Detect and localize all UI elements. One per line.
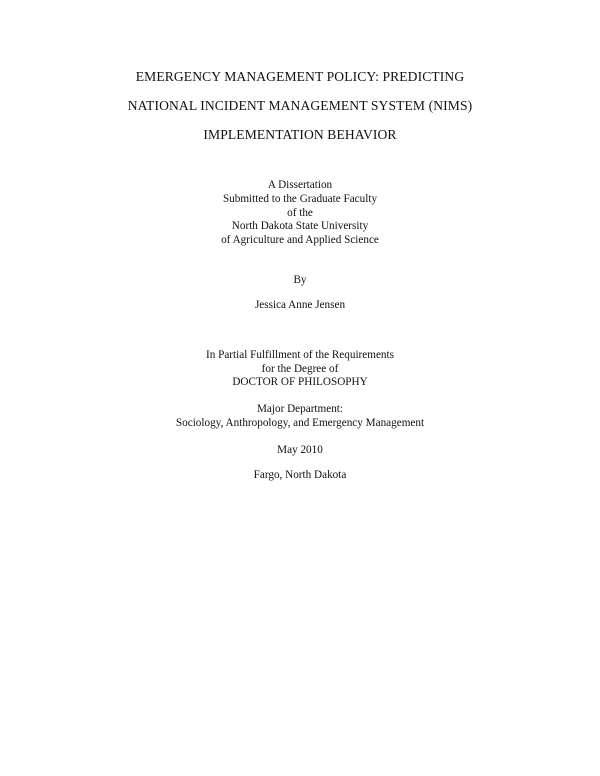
title-line-2: NATIONAL INCIDENT MANAGEMENT SYSTEM (NIMS) [127,98,473,113]
submission-line-1: A Dissertation [267,179,333,191]
degree-name: DOCTOR OF PHILOSOPHY [232,376,368,388]
title-line-1: EMERGENCY MANAGEMENT POLICY: PREDICTING [135,69,465,84]
fulfillment-line-2: for the Degree of [261,363,339,375]
department-label: Major Department: [256,403,344,415]
location: Fargo, North Dakota [253,469,347,481]
author-by: By [293,274,307,286]
submission-date: May 2010 [277,444,323,456]
fulfillment-line-1: In Partial Fulfillment of the Requirements [206,349,394,361]
department-name: Sociology, Anthropology, and Emergency Management [175,417,425,429]
submission-line-2: Submitted to the Graduate Faculty [222,193,378,205]
submission-line-3: of the [287,207,313,219]
submission-line-4: North Dakota State University [231,220,369,232]
author-name: Jessica Anne Jensen [254,299,346,311]
title-line-3: IMPLEMENTATION BEHAVIOR [203,127,397,142]
submission-line-5: of Agriculture and Applied Science [221,234,379,246]
